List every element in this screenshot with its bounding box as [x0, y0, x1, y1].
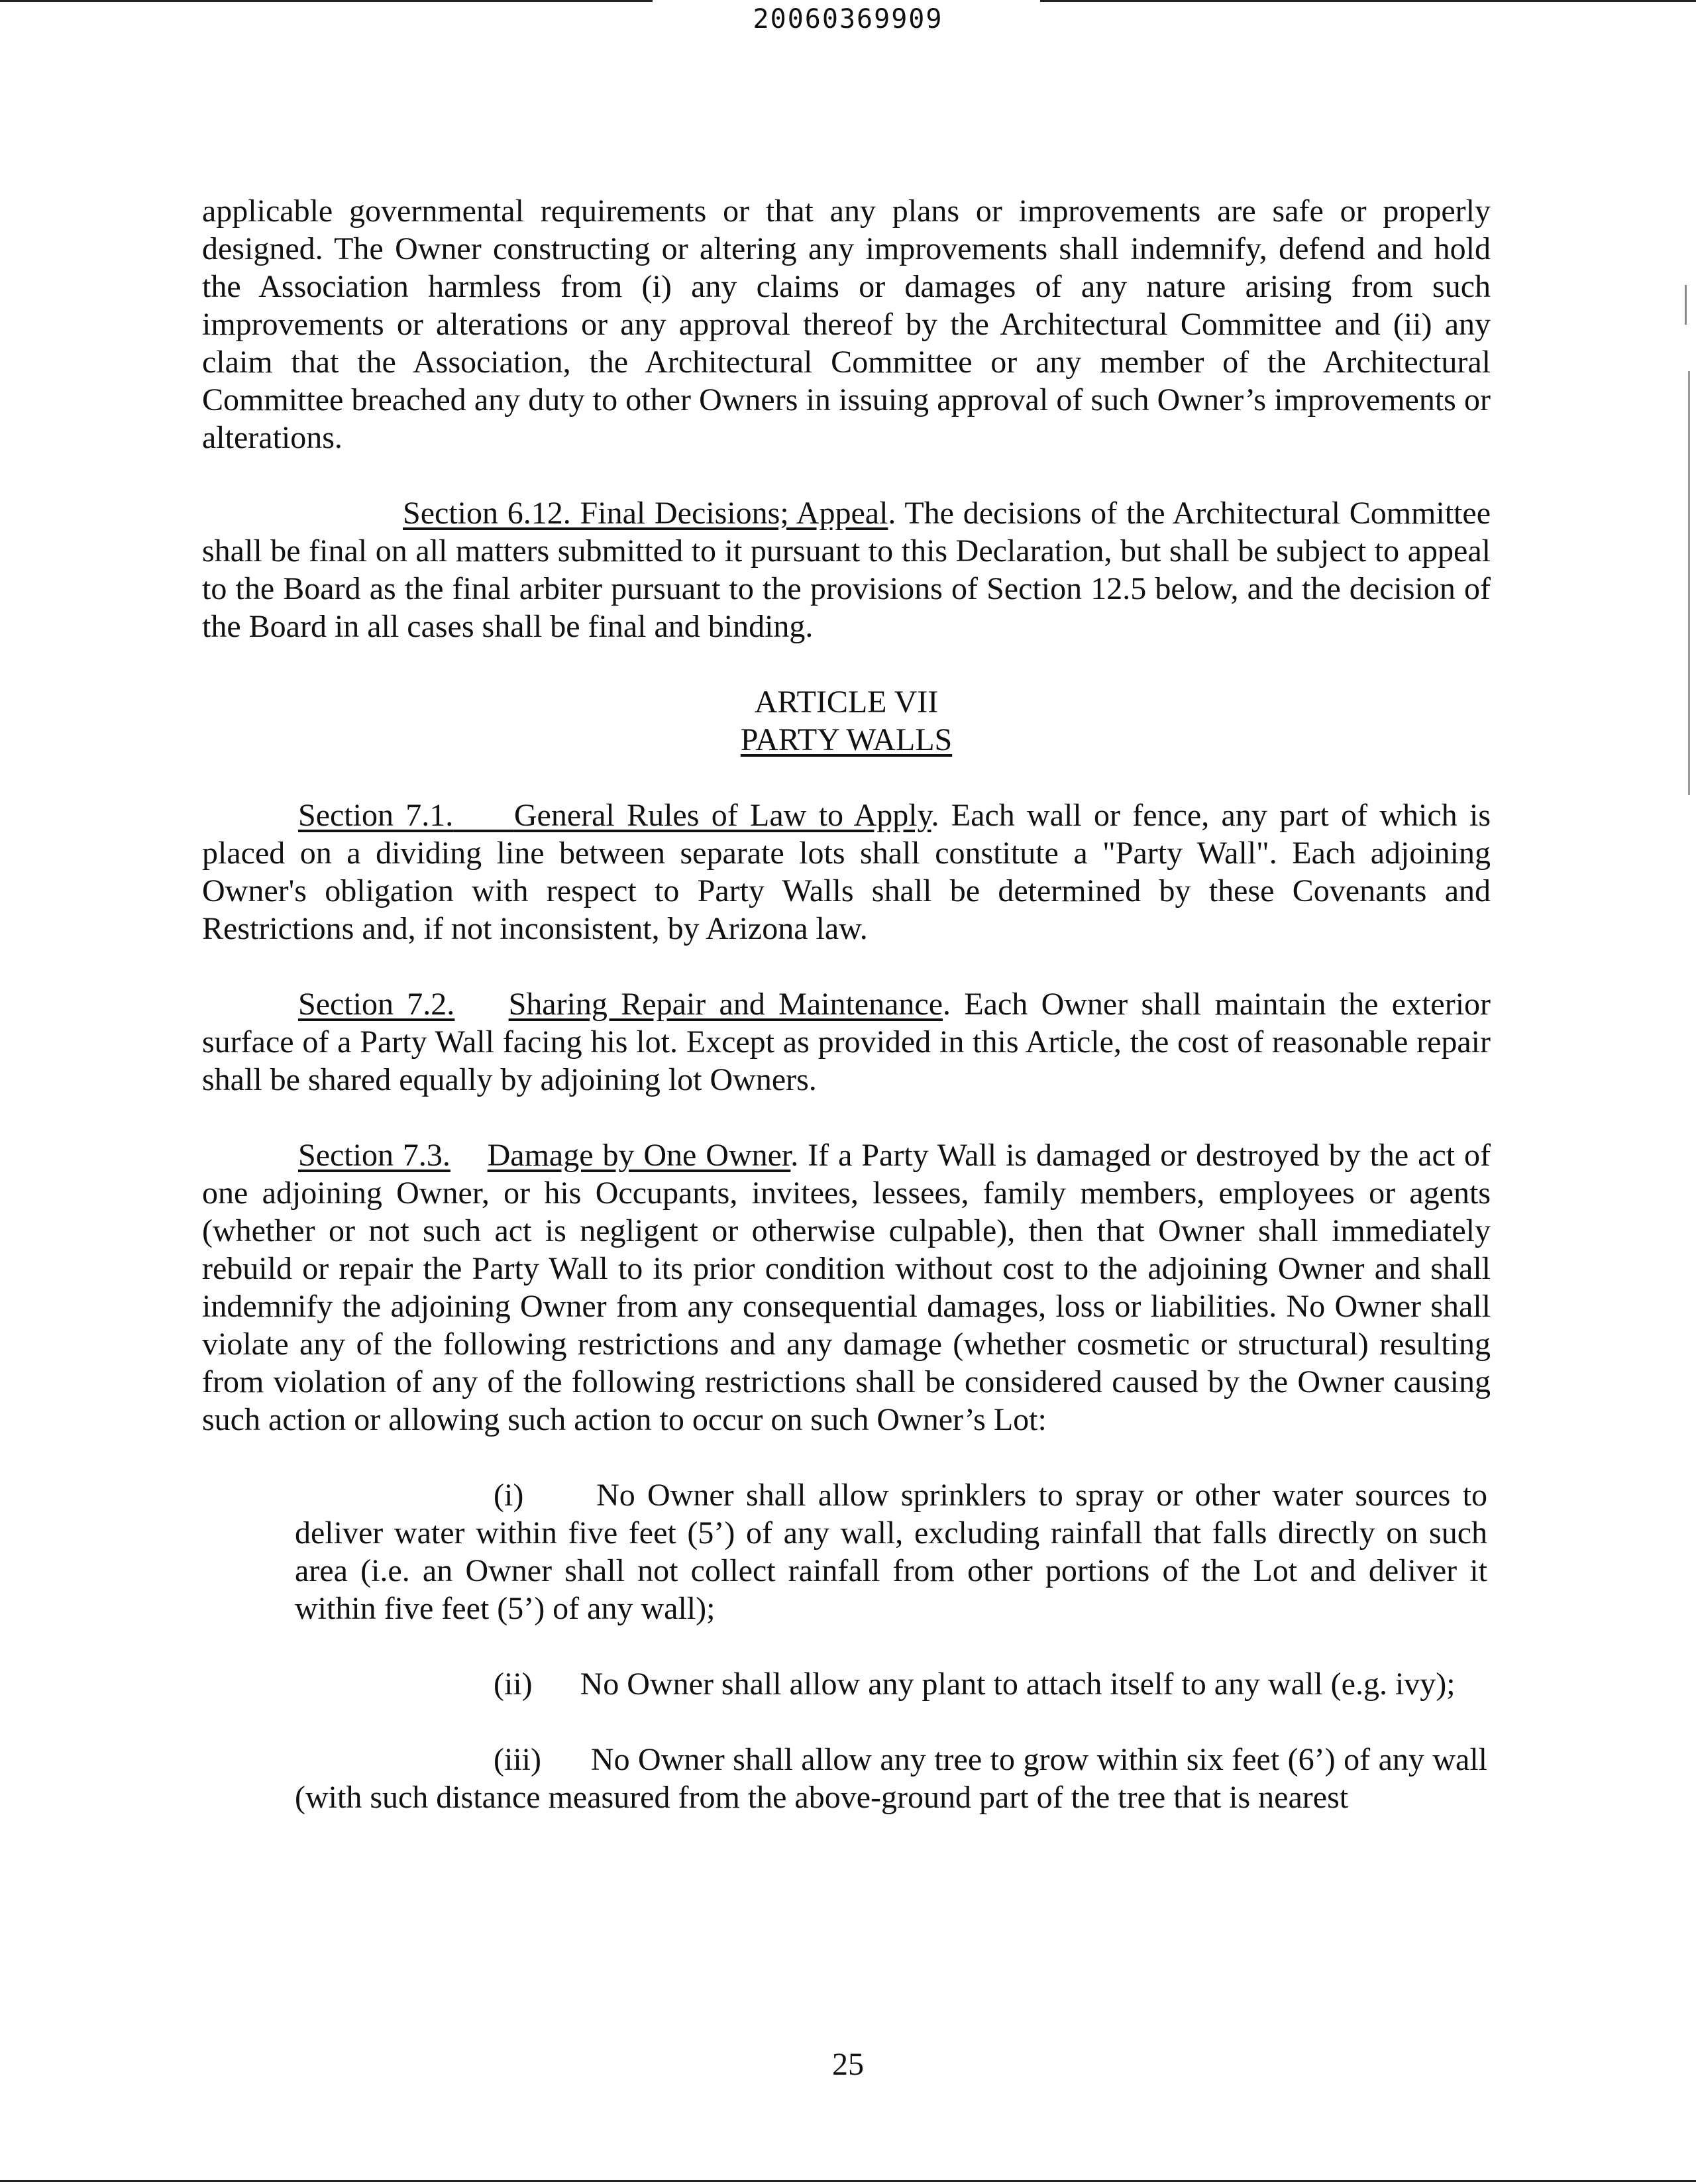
list-item-text: No Owner shall allow any tree to grow within six feet (6’) of any wall (with such distance measured from the above-ground part of the tree that is nearest — [295, 1742, 1488, 1815]
list-item-text: No Owner shall allow any plant to attach itself to any wall (e.g. ivy); — [580, 1666, 1456, 1702]
top-rule-right — [1040, 0, 1696, 2]
list-item — [295, 1741, 1487, 1816]
list-item — [295, 1665, 1487, 1703]
document-number: 20060369909 — [753, 4, 943, 34]
list-item — [295, 1476, 1487, 1627]
section-7-1-title: General Rules of Law to Apply — [513, 798, 931, 833]
scan-edge-mark — [1688, 371, 1690, 795]
list-item-marker: (ii) — [494, 1666, 533, 1702]
paragraph-continuation: applicable governmental requirements or that any plans or improvements are safe or properly designed. The Owner constructing or altering any improvements shall indemnify, defend and hold the Association harmless from (i) any claims or damages of any nature arising from such improvements or alterations or any approval thereof by the Architectural Committee and (ii) any claim that the Association, the Architectural Committee or any member of the Architectural Committee breached any duty to other Owners in issuing approval of such Owner’s improvements or alterations. — [202, 193, 1491, 455]
section-7-3-title: Damage by One Owner — [487, 1138, 791, 1173]
section-7-2-title: Sharing Repair and Maintenance — [508, 987, 943, 1022]
section-6-12-heading: Section 6.12. Final Decisions; Appeal — [403, 496, 888, 531]
section-7-3 — [202, 1136, 1491, 1439]
list-item-text: No Owner shall allow sprinklers to spray or other water sources to deliver water within five feet (5’) of any wall, excluding rainfall that falls directly on such area (i.e. an Owner shall not collect rainfall from other portions of the Lot and deliver it within five feet (5’) of any wall); — [295, 1478, 1487, 1626]
restriction-list — [295, 1476, 1487, 1816]
article-heading — [202, 683, 1491, 759]
page-body — [202, 192, 1491, 1816]
section-7-3-label: Section 7.3. — [298, 1138, 450, 1173]
page-number: 25 — [832, 2047, 864, 2082]
bottom-rule — [0, 2180, 1696, 2182]
section-7-1-label: Section 7.1. — [298, 798, 454, 833]
section-7-2 — [202, 985, 1491, 1099]
section-6-12 — [202, 494, 1491, 645]
top-rule-left — [0, 0, 653, 2]
section-7-2-body: . Each Owner shall maintain the exterior surface of a Party Wall facing his lot. Except as provided in this Article, the cost of reasonable repair shall be shared equally by adjoining lot Owners. — [202, 987, 1491, 1097]
section-7-3-body: . If a Party Wall is damaged or destroyed by the act of one adjoining Owner, or his Occupants, invitees, lessees, family members, employees or agents (whether or not such act is negligent or otherwise culpable), then that Owner shall immediately rebuild or repair the Party Wall to its prior condition without cost to the adjoining Owner and shall indemnify the adjoining Owner from any consequential damages, loss or liabilities. No Owner shall violate any of the following restrictions and any damage (whether cosmetic or structural) resulting from violation of any of the following restrictions shall be considered caused by the Owner causing such action or allowing such action to occur on such Owner’s Lot: — [202, 1138, 1491, 1437]
section-6-12-body: . The decisions of the Architectural Committee shall be final on all matters submitted to it pursuant to this Declaration, but shall be subject to appeal to the Board as the final arbiter pursuant to the provisions of Section 12.5 below, and the decision of the Board in all cases shall be final and binding. — [202, 496, 1491, 644]
article-title: PARTY WALLS — [740, 722, 953, 757]
article-number: ARTICLE VII — [754, 684, 939, 720]
scan-edge-mark — [1685, 285, 1687, 325]
section-7-2-label: Section 7.2. — [298, 987, 455, 1022]
section-7-1-body: . Each wall or fence, any part of which is placed on a dividing line between separate lots shall constitute a "Party Wall". Each adjoining Owner's obligation with respect to Party Walls shall be determined by these Covenants and Restrictions and, if not inconsistent, by Arizona law. — [202, 798, 1491, 946]
list-item-marker: (iii) — [494, 1742, 541, 1777]
section-7-1 — [202, 796, 1491, 948]
list-item-marker: (i) — [494, 1478, 524, 1513]
